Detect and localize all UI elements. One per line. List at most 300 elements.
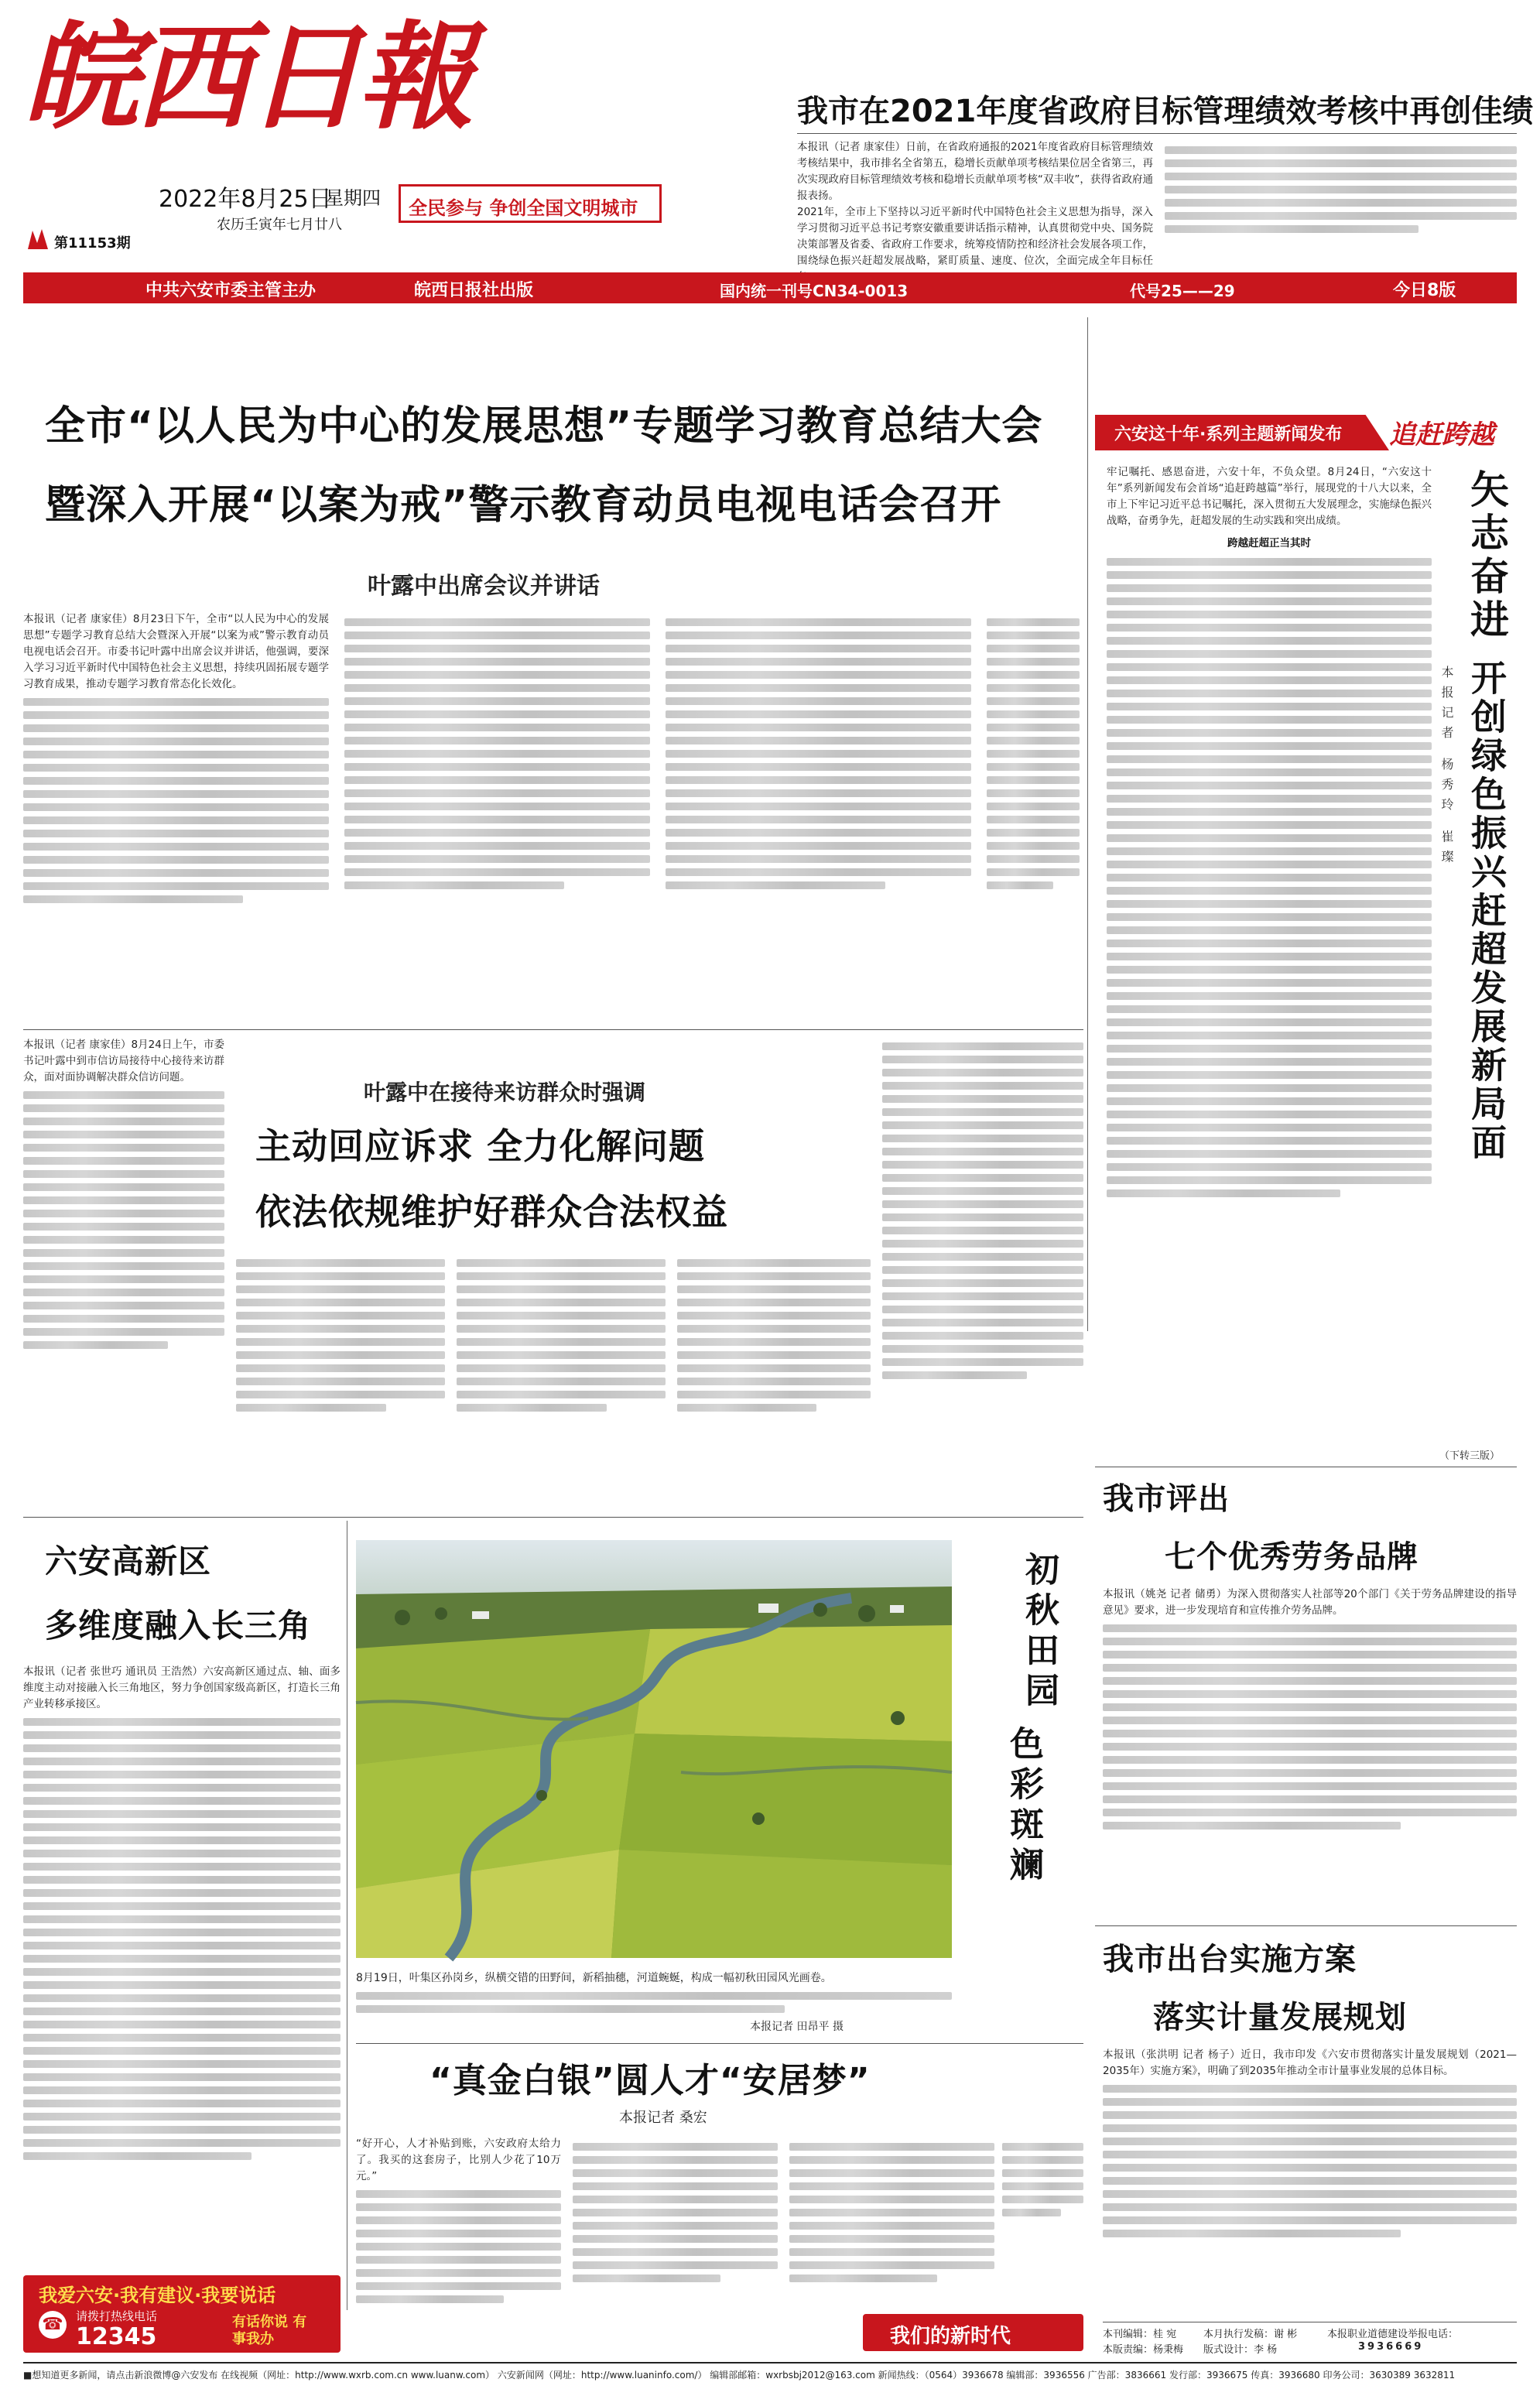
text-line-placeholder	[344, 724, 650, 731]
text-line-placeholder	[23, 2113, 341, 2120]
info-pages: 今日8版	[1393, 281, 1456, 300]
text-line-placeholder	[23, 843, 329, 851]
text-line-placeholder	[666, 750, 971, 758]
text-line-placeholder	[666, 724, 971, 731]
labor-headline-1: 我市评出	[1103, 1480, 1230, 1517]
text-line-placeholder	[23, 1784, 341, 1792]
text-line-placeholder	[1107, 926, 1432, 934]
masthead-date: 2022年8月25日	[159, 186, 332, 213]
text-line-placeholder	[1107, 1176, 1432, 1184]
petition-col-3	[457, 1254, 666, 1509]
text-line-placeholder	[882, 1266, 1083, 1274]
text-line-placeholder	[1103, 2124, 1517, 2132]
photo-caption	[356, 1970, 952, 2035]
text-line-placeholder	[789, 2209, 994, 2216]
text-line-placeholder	[1107, 887, 1432, 895]
text-line-placeholder	[789, 2261, 994, 2269]
text-line-placeholder	[666, 645, 971, 652]
text-line-placeholder	[987, 684, 1080, 692]
text-line-placeholder	[236, 1272, 445, 1280]
text-line-placeholder	[1107, 716, 1432, 724]
text-line-placeholder	[23, 1315, 224, 1323]
text-line-placeholder	[1107, 834, 1432, 842]
text-line-placeholder	[23, 1275, 224, 1283]
text-line-placeholder	[1107, 1111, 1432, 1118]
text-line-placeholder	[23, 711, 329, 719]
labor-headline-2: 七个优秀劳务品牌	[1165, 1539, 1419, 1575]
top-story-column-2	[1165, 141, 1517, 271]
text-line-placeholder	[344, 776, 650, 784]
text-line-placeholder	[1103, 1677, 1517, 1685]
text-line-placeholder	[236, 1364, 445, 1372]
text-line-placeholder	[1107, 558, 1432, 566]
photo-title-2: 色彩斑斓	[1004, 1726, 1043, 1887]
text-line-placeholder	[23, 1968, 341, 1976]
text-line-placeholder	[987, 868, 1080, 876]
text-line-placeholder	[666, 803, 971, 810]
field-photo	[356, 1540, 952, 1958]
text-line-placeholder	[987, 829, 1080, 837]
right-feature-continuation: （下转三版）	[1439, 1450, 1501, 1462]
text-line-placeholder	[1103, 2177, 1517, 2185]
text-line-placeholder	[1165, 212, 1517, 220]
text-line-placeholder	[882, 1200, 1083, 1208]
text-line-placeholder	[666, 632, 971, 639]
text-line-placeholder	[23, 764, 329, 772]
text-line-placeholder	[23, 1104, 224, 1112]
text-line-placeholder	[23, 816, 329, 824]
ethics-hotline: 3936669	[1358, 2341, 1424, 2353]
text-line-placeholder	[23, 1863, 341, 1871]
text-line-placeholder	[23, 2126, 341, 2134]
text-line-placeholder	[1103, 1756, 1517, 1764]
text-line-placeholder	[677, 1378, 871, 1385]
text-line-placeholder	[1165, 173, 1517, 180]
text-line-placeholder	[987, 816, 1080, 823]
series-banner-slogan: 追赶跨越	[1389, 419, 1494, 450]
text-line-placeholder	[1107, 1005, 1432, 1013]
text-line-placeholder	[23, 2086, 341, 2094]
main-story-col-2	[344, 613, 650, 1014]
talent-byline: 本报记者 桑宏	[619, 2110, 707, 2126]
right-feature-body	[1107, 464, 1432, 1447]
text-line-placeholder	[23, 2034, 341, 2042]
labor-lead: 本报讯（姚尧 记者 储勇）为深入贯彻落实人社部等20个部门《关于劳务品牌建设的指导意见》要求，进一步发现培育和宣传推介劳务品牌。	[1103, 1588, 1517, 1617]
text-line-placeholder	[1107, 1084, 1432, 1092]
text-line-placeholder	[23, 1157, 224, 1165]
text-line-placeholder	[1002, 2182, 1083, 2190]
text-line-placeholder	[344, 881, 564, 889]
text-line-placeholder	[457, 1299, 666, 1306]
text-line-placeholder	[23, 1236, 224, 1244]
divider	[1087, 317, 1088, 1331]
text-line-placeholder	[356, 2230, 561, 2237]
text-line-placeholder	[356, 2282, 561, 2290]
text-line-placeholder	[1165, 159, 1517, 167]
text-line-placeholder	[1107, 795, 1432, 803]
text-line-placeholder	[1107, 913, 1432, 921]
text-line-placeholder	[1107, 1189, 1340, 1197]
text-line-placeholder	[1107, 900, 1432, 908]
main-story-col-4	[987, 613, 1080, 1014]
text-line-placeholder	[1103, 1624, 1517, 1632]
text-line-placeholder	[457, 1285, 666, 1293]
text-line-placeholder	[882, 1213, 1083, 1221]
masthead-emblem	[25, 226, 51, 252]
text-line-placeholder	[987, 658, 1080, 666]
text-line-placeholder	[1107, 1032, 1432, 1039]
text-line-placeholder	[1103, 1822, 1401, 1830]
text-line-placeholder	[23, 1091, 224, 1099]
text-line-placeholder	[882, 1306, 1083, 1313]
text-line-placeholder	[789, 2274, 937, 2282]
text-line-placeholder	[356, 2243, 561, 2251]
text-line-placeholder	[23, 2060, 341, 2068]
ad-hotline: 12345	[76, 2323, 157, 2350]
text-line-placeholder	[666, 684, 971, 692]
text-line-placeholder	[987, 645, 1080, 652]
main-headline-1: 全市“以人民为中心的发展思想”专题学习教育总结大会	[45, 403, 1043, 450]
text-line-placeholder	[23, 1810, 341, 1818]
text-line-placeholder	[356, 1992, 952, 2000]
text-line-placeholder	[1103, 2230, 1401, 2237]
text-line-placeholder	[236, 1259, 445, 1267]
text-line-placeholder	[1103, 1743, 1517, 1751]
text-line-placeholder	[882, 1319, 1083, 1326]
text-line-placeholder	[457, 1351, 666, 1359]
photo-title-1: 初秋田园	[1019, 1552, 1059, 1713]
footer-text: ■想知道更多新闻，请点击新浪微博@六安发布 在线视频（网址：http://www.wxrb.com.cn www.luanw.com） 六安新闻网（网址：http://www.luaninfo.com/） 编辑部邮箱：wxrbsbj2012@163.com 新闻热线：（0564）3936678 编辑部：3936556 广告部：3836661 发行部：3936675 传真：3936680 印务公司：3630389 3632811	[23, 2370, 1456, 2381]
text-line-placeholder	[1165, 199, 1517, 207]
text-line-placeholder	[356, 2256, 561, 2264]
ad-slogan: 有话你说 有事我办	[232, 2314, 307, 2347]
text-line-placeholder	[23, 751, 329, 758]
text-line-placeholder	[1107, 979, 1432, 987]
text-line-placeholder	[356, 2005, 785, 2013]
divider	[23, 1029, 1083, 1030]
gaoxin-headline-2: 多维度融入长三角	[45, 1607, 312, 1645]
text-line-placeholder	[344, 618, 650, 626]
ad-hotline-label: 请拨打热线电话	[76, 2309, 158, 2323]
text-line-placeholder	[1107, 624, 1432, 632]
text-line-placeholder	[457, 1378, 666, 1385]
petition-col-4	[677, 1254, 871, 1509]
text-line-placeholder	[882, 1121, 1083, 1129]
text-line-placeholder	[882, 1332, 1083, 1340]
text-line-placeholder	[666, 855, 971, 863]
text-line-placeholder	[1103, 2164, 1517, 2172]
text-line-placeholder	[1103, 2111, 1517, 2119]
text-line-placeholder	[23, 1850, 341, 1857]
text-line-placeholder	[987, 618, 1080, 626]
text-line-placeholder	[1103, 2151, 1517, 2158]
text-line-placeholder	[882, 1161, 1083, 1169]
text-line-placeholder	[573, 2248, 778, 2256]
new-era-label: 我们的新时代	[890, 2325, 1011, 2348]
measure-body	[1103, 2047, 1517, 2318]
text-line-placeholder	[666, 776, 971, 784]
page-editor: 本版责编：杨秉梅	[1103, 2344, 1184, 2356]
text-line-placeholder	[1103, 1809, 1517, 1816]
text-line-placeholder	[1107, 847, 1432, 855]
text-line-placeholder	[457, 1312, 666, 1320]
text-line-placeholder	[1103, 1730, 1517, 1737]
text-line-placeholder	[1103, 2216, 1517, 2224]
text-line-placeholder	[677, 1272, 871, 1280]
text-line-placeholder	[882, 1279, 1083, 1287]
text-line-placeholder	[1107, 729, 1432, 737]
ethics-hotline-label: 本报职业道德建设举报电话：	[1327, 2329, 1459, 2340]
text-line-placeholder	[987, 842, 1080, 850]
text-line-placeholder	[677, 1299, 871, 1306]
text-line-placeholder	[1103, 1690, 1517, 1698]
text-line-placeholder	[1107, 782, 1432, 789]
text-line-placeholder	[356, 2295, 504, 2303]
petition-col-1	[23, 1037, 224, 1509]
text-line-placeholder	[23, 1929, 341, 1936]
text-line-placeholder	[344, 632, 650, 639]
text-line-placeholder	[882, 1135, 1083, 1142]
text-line-placeholder	[23, 2008, 341, 2015]
text-line-placeholder	[23, 895, 243, 903]
text-line-placeholder	[677, 1312, 871, 1320]
field-photo-image	[356, 1540, 952, 1958]
text-line-placeholder	[1107, 611, 1432, 618]
text-line-placeholder	[1103, 2190, 1517, 2198]
text-line-placeholder	[666, 881, 885, 889]
text-line-placeholder	[1107, 1163, 1432, 1171]
text-line-placeholder	[23, 2021, 341, 2028]
text-line-placeholder	[344, 763, 650, 771]
text-line-placeholder	[1107, 584, 1432, 592]
measure-headline-2: 落实计量发展规划	[1153, 1999, 1407, 2035]
text-line-placeholder	[573, 2143, 778, 2151]
divider	[797, 133, 1517, 134]
text-line-placeholder	[23, 1289, 224, 1296]
text-line-placeholder	[344, 710, 650, 718]
text-line-placeholder	[1103, 1664, 1517, 1672]
top-story-headline: 我市在2021年度省政府目标管理绩效考核中再创佳绩	[797, 94, 1534, 129]
top-story-body	[797, 139, 1153, 271]
text-line-placeholder	[23, 803, 329, 811]
info-code: 代号25——29	[1130, 282, 1235, 300]
text-line-placeholder	[1103, 1717, 1517, 1724]
petition-headline-2: 依法依规维护好群众合法权益	[255, 1191, 728, 1233]
text-line-placeholder	[23, 1262, 224, 1270]
gaoxin-lead: 本报讯（记者 张世巧 通讯员 王浩然）六安高新区通过点、轴、面多维度主动对接融入长三角地区，努力争创国家级高新区，打造长三角产业转移承接区。	[23, 1665, 341, 1710]
text-line-placeholder	[23, 2047, 341, 2055]
masthead-lunar: 农历壬寅年七月廿八	[217, 217, 342, 233]
divider	[23, 1517, 1083, 1518]
text-line-placeholder	[23, 1915, 341, 1923]
text-line-placeholder	[666, 697, 971, 705]
text-line-placeholder	[573, 2261, 778, 2269]
talent-col-1	[356, 2136, 561, 2357]
text-line-placeholder	[344, 829, 650, 837]
text-line-placeholder	[344, 750, 650, 758]
text-line-placeholder	[1103, 1795, 1517, 1803]
text-line-placeholder	[344, 816, 650, 823]
text-line-placeholder	[666, 789, 971, 797]
text-line-placeholder	[1107, 821, 1432, 829]
photo-credit: 本报记者 田昂平 摄	[750, 2021, 844, 2033]
text-line-placeholder	[457, 1272, 666, 1280]
text-line-placeholder	[1002, 2209, 1061, 2216]
info-organizer: 中共六安市委主管主办	[145, 281, 317, 300]
text-line-placeholder	[1107, 1137, 1432, 1145]
text-line-placeholder	[1107, 571, 1432, 579]
text-line-placeholder	[1107, 650, 1432, 658]
text-line-placeholder	[789, 2222, 994, 2230]
text-line-placeholder	[789, 2143, 994, 2151]
text-line-placeholder	[23, 1170, 224, 1178]
text-line-placeholder	[236, 1338, 445, 1346]
text-line-placeholder	[1002, 2143, 1083, 2151]
text-line-placeholder	[882, 1056, 1083, 1063]
text-line-placeholder	[573, 2274, 720, 2282]
text-line-placeholder	[677, 1391, 871, 1398]
text-line-placeholder	[677, 1259, 871, 1267]
text-line-placeholder	[573, 2182, 778, 2190]
info-cn: 国内统一刊号CN34-0013	[720, 282, 909, 300]
text-line-placeholder	[882, 1240, 1083, 1248]
text-line-placeholder	[236, 1404, 386, 1412]
text-line-placeholder	[23, 1249, 224, 1257]
text-line-placeholder	[23, 1718, 341, 1726]
text-line-placeholder	[1107, 755, 1432, 763]
petition-col-2	[236, 1254, 445, 1509]
text-line-placeholder	[23, 882, 329, 890]
footer-divider	[23, 2362, 1517, 2363]
text-line-placeholder	[1103, 2203, 1517, 2211]
text-line-placeholder	[344, 868, 650, 876]
text-line-placeholder	[356, 2203, 561, 2211]
text-line-placeholder	[1107, 597, 1432, 605]
duty-editor: 本月执行发稿：谢 彬	[1203, 2329, 1298, 2340]
text-line-placeholder	[23, 738, 329, 745]
text-line-placeholder	[1107, 676, 1432, 684]
text-line-placeholder	[23, 1223, 224, 1231]
text-line-placeholder	[1103, 1782, 1517, 1790]
right-feature-lead: 牢记嘱托、感恩奋进，六安十年，不负众望。8月24日，“六安这十年”系列新闻发布会首场“追赶跨越篇”举行，展现党的十八大以来，全市上下牢记习近平总书记嘱托，深入贯彻五大发展理念，实施绿色振兴战略，奋勇争先，赶超发展的生动实践和突出成绩。	[1107, 466, 1432, 527]
text-line-placeholder	[789, 2235, 994, 2243]
text-line-placeholder	[457, 1259, 666, 1267]
text-line-placeholder	[356, 2190, 561, 2198]
text-line-placeholder	[987, 710, 1080, 718]
ad-line-1: 我爱六安·我有建议·我要说话	[39, 2285, 276, 2306]
text-line-placeholder	[1107, 637, 1432, 645]
text-line-placeholder	[1107, 966, 1432, 974]
text-line-placeholder	[666, 868, 971, 876]
text-line-placeholder	[882, 1371, 1027, 1379]
text-line-placeholder	[573, 2235, 778, 2243]
text-line-placeholder	[344, 803, 650, 810]
text-line-placeholder	[666, 618, 971, 626]
text-line-placeholder	[882, 1227, 1083, 1234]
text-line-placeholder	[573, 2156, 778, 2164]
text-line-placeholder	[344, 658, 650, 666]
text-line-placeholder	[882, 1108, 1083, 1116]
info-publisher: 皖西日报社出版	[414, 281, 534, 300]
text-line-placeholder	[344, 697, 650, 705]
text-line-placeholder	[1107, 1150, 1432, 1158]
text-line-placeholder	[987, 737, 1080, 744]
measure-lead: 本报讯（张洪明 记者 杨子）近日，我市印发《六安市贯彻落实计量发展规划（2021—2035年）实施方案》，明确了到2035年推动全市计量事业发展的总体目标。	[1103, 2049, 1517, 2077]
text-line-placeholder	[573, 2169, 778, 2177]
ad-phone-icon: ☎	[39, 2311, 67, 2339]
text-line-placeholder	[666, 842, 971, 850]
text-line-placeholder	[23, 1744, 341, 1752]
text-line-placeholder	[457, 1391, 666, 1398]
measure-headline-1: 我市出台实施方案	[1103, 1941, 1357, 1977]
right-feature-subsection: 跨越赶超正当其时	[1227, 537, 1311, 549]
main-headline-2: 暨深入开展“以案为戒”警示教育动员电视电话会召开	[45, 482, 1002, 529]
text-line-placeholder	[1107, 1097, 1432, 1105]
text-line-placeholder	[987, 803, 1080, 810]
text-line-placeholder	[882, 1148, 1083, 1155]
text-line-placeholder	[677, 1285, 871, 1293]
text-line-placeholder	[987, 776, 1080, 784]
text-line-placeholder	[677, 1351, 871, 1359]
talent-col-4	[1002, 2138, 1083, 2269]
text-line-placeholder	[882, 1174, 1083, 1182]
text-line-placeholder	[666, 710, 971, 718]
main-story-col-1	[23, 611, 329, 1014]
text-line-placeholder	[23, 1144, 224, 1152]
text-line-placeholder	[666, 658, 971, 666]
right-feature-headline-1: 矢志奋进	[1464, 469, 1510, 642]
text-line-placeholder	[457, 1364, 666, 1372]
text-line-placeholder	[677, 1338, 871, 1346]
text-line-placeholder	[23, 1771, 341, 1778]
text-line-placeholder	[1103, 2085, 1517, 2093]
text-line-placeholder	[1107, 953, 1432, 960]
text-line-placeholder	[1107, 861, 1432, 868]
text-line-placeholder	[23, 1328, 224, 1336]
text-line-placeholder	[23, 1797, 341, 1805]
talent-headline: “真金白银”圆人才“安居梦”	[429, 2061, 871, 2100]
text-line-placeholder	[1002, 2156, 1083, 2164]
text-line-placeholder	[987, 750, 1080, 758]
text-line-placeholder	[344, 645, 650, 652]
text-line-placeholder	[236, 1299, 445, 1306]
text-line-placeholder	[344, 789, 650, 797]
text-line-placeholder	[356, 2216, 561, 2224]
series-banner-label: 六安这十年·系列主题新闻发布	[1114, 425, 1343, 444]
text-line-placeholder	[23, 2139, 341, 2147]
text-line-placeholder	[23, 1994, 341, 2002]
talent-col-2	[573, 2138, 778, 2354]
text-line-placeholder	[1103, 2098, 1517, 2106]
text-line-placeholder	[987, 881, 1053, 889]
petition-headline-1: 主动回应诉求 全力化解问题	[255, 1125, 706, 1167]
text-line-placeholder	[344, 842, 650, 850]
text-line-placeholder	[23, 1131, 224, 1138]
text-line-placeholder	[1107, 1045, 1432, 1053]
text-line-placeholder	[789, 2248, 994, 2256]
masthead-weekday: 星期四	[325, 187, 381, 209]
layout-designer: 版式设计：李 杨	[1203, 2344, 1278, 2356]
petition-lead: 本报讯（记者 康家佳）8月24日上午，市委书记叶露中到市信访局接待中心接待来访群众，面对面协调解决群众信访问题。	[23, 1039, 224, 1083]
text-line-placeholder	[677, 1364, 871, 1372]
text-line-placeholder	[457, 1404, 607, 1412]
masthead-title: 皖西日報	[23, 9, 470, 145]
text-line-placeholder	[677, 1404, 816, 1412]
text-line-placeholder	[23, 1118, 224, 1125]
text-line-placeholder	[23, 1902, 341, 1910]
text-line-placeholder	[23, 790, 329, 798]
text-line-placeholder	[677, 1325, 871, 1333]
